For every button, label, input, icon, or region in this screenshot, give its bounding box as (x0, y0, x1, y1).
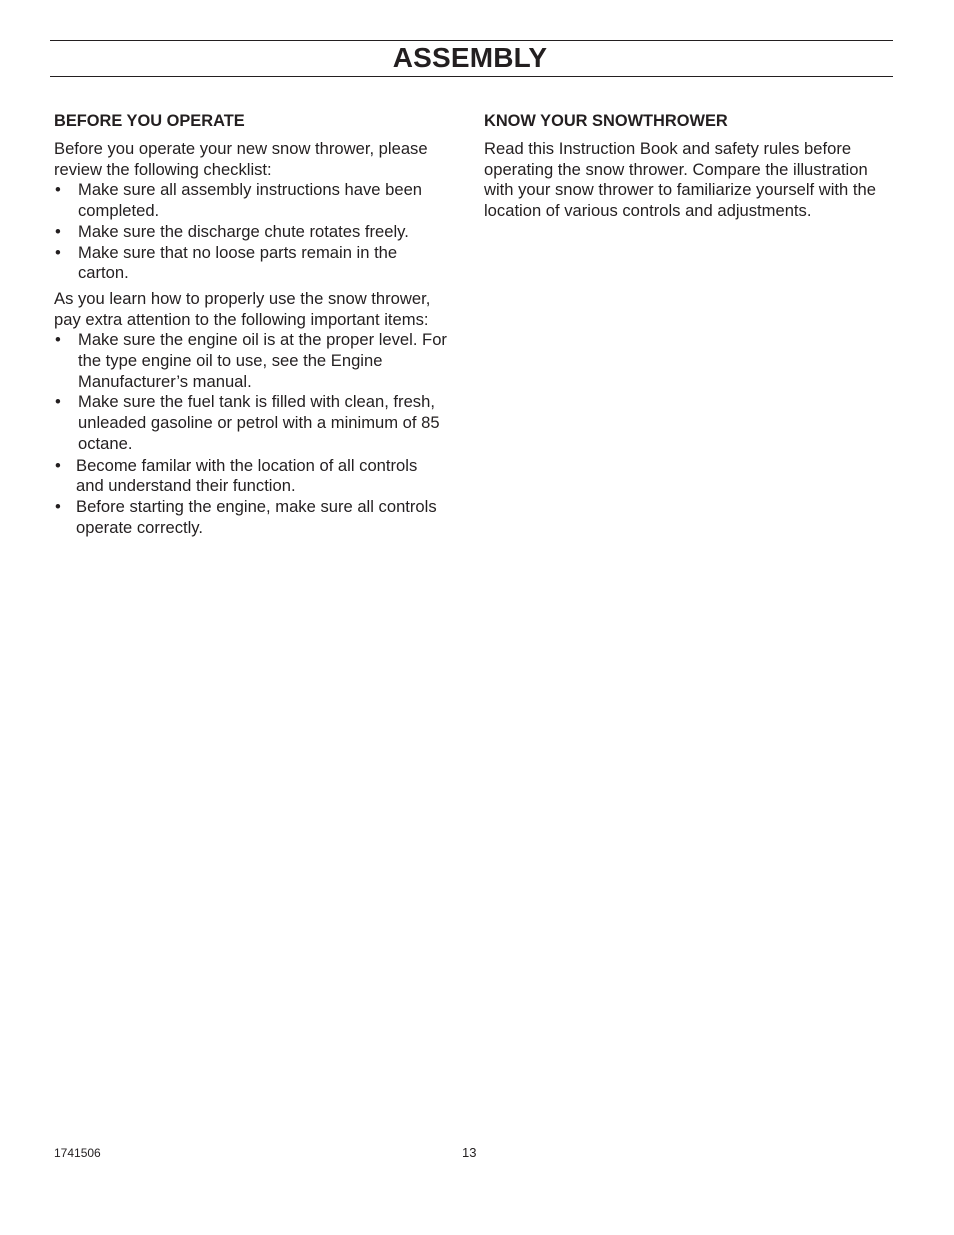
checklist (54, 180, 449, 284)
list-item-text: Make sure all assembly instructions have been completed. (78, 180, 423, 221)
bullet-icon: • (55, 242, 61, 262)
list-item (54, 330, 449, 392)
know-your-snowthrower-paragraph: Read this Instruction Book and safety rules before operating the snow thrower. Compare the illustration with your snow thrower to familiarize yourself with the location of various controls and adjustments. (484, 139, 876, 221)
list-item (54, 243, 449, 284)
document-number: 1741506 (54, 1146, 101, 1160)
intro-paragraph: Before you operate your new snow thrower, please review the following checklist: (54, 139, 428, 179)
list-item (54, 392, 449, 454)
right-column (484, 111, 894, 222)
bullet-icon: • (55, 455, 61, 475)
list-item-text: Make sure the discharge chute rotates freely. (78, 221, 409, 241)
bullet-icon: • (55, 496, 61, 516)
bullet-icon: • (55, 392, 61, 412)
header-rule-bottom (50, 76, 893, 77)
important-items-list (54, 330, 449, 454)
important-items-paragraph: As you learn how to properly use the snow thrower, pay extra attention to the following important items: (54, 288, 431, 329)
important-items-list-continued (54, 456, 449, 539)
list-item-text: Make sure the fuel tank is filled with clean, fresh, unleaded gasoline or petrol with a minimum of 85 octane. (78, 392, 440, 453)
bullet-icon: • (55, 180, 61, 200)
left-column (54, 111, 449, 538)
list-item (54, 222, 449, 243)
section-heading-know-your-snowthrower: KNOW YOUR SNOWTHROWER (484, 112, 728, 130)
list-item-text: Make sure the engine oil is at the proper level. For the type engine oil to use, see the Engine Manufacturer’s manual. (78, 330, 447, 391)
list-item-text: Become familar with the location of all controls and understand their function. (76, 455, 418, 496)
page-title: ASSEMBLY (392, 42, 548, 73)
page-number: 13 (462, 1145, 477, 1160)
list-item-text: Before starting the engine, make sure all controls operate correctly. (76, 496, 437, 537)
bullet-icon: • (55, 221, 61, 241)
list-item (54, 497, 449, 538)
list-item (54, 456, 449, 497)
list-item (54, 180, 449, 221)
section-heading-before-you-operate: BEFORE YOU OPERATE (54, 112, 245, 130)
list-item-text: Make sure that no loose parts remain in the carton. (78, 242, 398, 283)
bullet-icon: • (55, 330, 61, 350)
